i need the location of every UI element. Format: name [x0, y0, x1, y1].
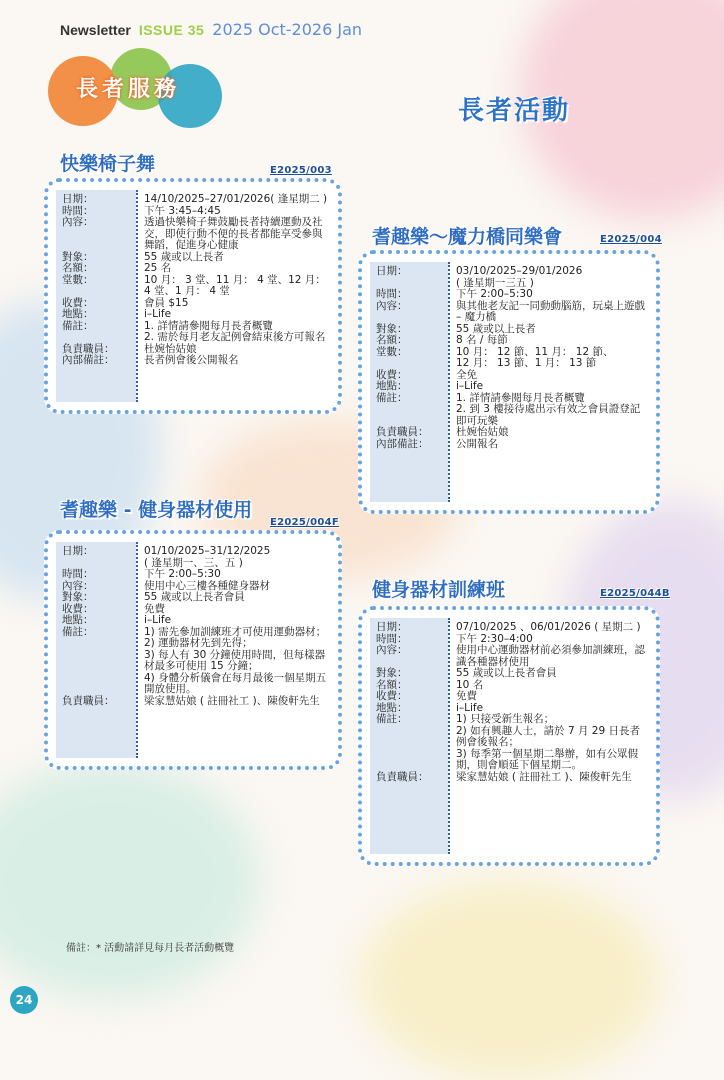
- detail-label: 備註：: [62, 625, 94, 638]
- detail-row: [370, 772, 648, 784]
- detail-label: 時間：: [62, 204, 94, 217]
- detail-row: [370, 622, 648, 634]
- detail-value: 03/10/2025–29/01/2026 ( 逢星期一三五 ): [456, 265, 583, 289]
- detail-value: 下午 3:45–4:45: [144, 204, 221, 217]
- activity-card: [44, 530, 342, 770]
- newsletter-label: Newsletter: [60, 22, 131, 38]
- detail-label: 收費：: [376, 690, 408, 702]
- detail-row: [370, 691, 648, 703]
- detail-row: [56, 696, 330, 708]
- activity-title: 耆趣樂～魔力橋同樂會: [372, 226, 563, 248]
- detail-row: [370, 714, 648, 772]
- detail-label: 對象：: [376, 667, 408, 679]
- newsletter-header: [60, 20, 362, 39]
- detail-row: [370, 439, 648, 451]
- detail-label: 名額：: [62, 262, 94, 274]
- detail-rows: [370, 622, 648, 783]
- detail-value: 全免: [456, 368, 477, 381]
- detail-label: 地點：: [376, 701, 408, 714]
- detail-value: 下午 2:00–5:30: [456, 288, 533, 300]
- detail-value: 55 歲或以上長者會員: [456, 667, 557, 679]
- detail-row: [370, 427, 648, 439]
- detail-label: 負責職員：: [376, 426, 429, 438]
- detail-label: 對象：: [62, 250, 94, 263]
- detail-label: 日期：: [376, 621, 408, 633]
- detail-label: 內容：: [376, 299, 408, 312]
- detail-row: [56, 194, 330, 206]
- date-range: 2025 Oct-2026 Jan: [212, 20, 363, 39]
- detail-value: 10 名: [456, 678, 484, 691]
- detail-row: [370, 645, 648, 668]
- detail-value: 下午 2:00–5:30: [144, 568, 221, 580]
- detail-value: 透過快樂椅子舞鼓勵長者持續運動及社交，即使行動不便的長者都能享受參與舞蹈，促進身心健康: [144, 216, 323, 251]
- detail-label: 地點：: [62, 614, 94, 626]
- detail-row: [56, 615, 330, 627]
- detail-row: [56, 275, 330, 298]
- activity-card: [44, 178, 342, 414]
- detail-row: [56, 321, 330, 344]
- detail-row: [370, 370, 648, 382]
- detail-label: 堂數：: [62, 273, 94, 286]
- detail-row: [56, 604, 330, 616]
- detail-value: i–Life: [456, 380, 484, 392]
- detail-value: 55 歲或以上長者: [144, 250, 224, 263]
- detail-value: 55 歲或以上長者會員: [144, 591, 245, 603]
- activity-title: 健身器材訓練班: [372, 579, 506, 601]
- detail-value: 14/10/2025–27/01/2026( 逢星期二 ): [144, 193, 328, 205]
- footnote: 備註：* 活動請詳見每月長者活動概覽: [66, 943, 235, 954]
- detail-value: 與其他老友記一同動動腦筋，玩桌上遊戲 – 魔力橋: [456, 299, 645, 323]
- activity-card: [358, 606, 660, 866]
- detail-row: [370, 324, 648, 336]
- detail-row: [370, 393, 648, 428]
- detail-value: 10 月： 3 堂、11 月： 4 堂、12 月： 4 堂、1 月： 4 堂: [144, 273, 326, 297]
- detail-row: [56, 546, 330, 569]
- detail-label: 內容：: [62, 216, 94, 228]
- detail-label: 時間：: [62, 568, 94, 580]
- section-badge: [48, 48, 218, 132]
- detail-value: 杜婉怡姑娘: [144, 342, 197, 355]
- detail-label: 收費：: [62, 296, 94, 309]
- detail-label: 名額：: [376, 334, 408, 346]
- detail-row: [56, 263, 330, 275]
- bg-watercolor-yellow: [360, 880, 660, 1080]
- bg-watercolor-mint: [0, 760, 260, 1000]
- activity-code: E2025/004F: [270, 517, 340, 528]
- detail-value: i–Life: [144, 308, 172, 320]
- detail-value: 梁家慧姑娘 ( 註冊社工 )、陳俊軒先生: [144, 694, 320, 707]
- detail-value: 免費: [456, 690, 477, 702]
- detail-label: 收費：: [376, 368, 408, 381]
- page-heading: 長者活動: [458, 96, 571, 126]
- detail-value: 使用中心三樓各種健身器材: [144, 579, 270, 592]
- detail-label: 備註：: [376, 713, 408, 725]
- detail-label: 對象：: [376, 322, 408, 335]
- detail-rows: [56, 546, 330, 707]
- detail-label: 內容：: [62, 579, 94, 592]
- detail-label: 對象：: [62, 591, 94, 603]
- detail-label: 地點：: [62, 308, 94, 320]
- detail-row: [370, 347, 648, 370]
- section-badge-label: 長者服務: [75, 77, 180, 102]
- detail-row: [56, 252, 330, 264]
- detail-value: 25 名: [144, 262, 172, 274]
- detail-value: 公開報名: [456, 437, 498, 450]
- detail-label: 內部備註：: [376, 437, 429, 450]
- detail-row: [370, 680, 648, 692]
- activity-code: E2025/004: [600, 234, 662, 245]
- detail-row: [56, 298, 330, 310]
- activity-title: 耆趣樂 - 健身器材使用: [60, 499, 253, 521]
- activity-title: 快樂椅子舞: [60, 153, 156, 175]
- detail-row: [370, 668, 648, 680]
- activity-code: E2025/044B: [600, 588, 670, 599]
- detail-row: [56, 592, 330, 604]
- detail-row: [370, 381, 648, 393]
- detail-label: 負責職員：: [62, 694, 115, 707]
- detail-row: [370, 266, 648, 289]
- detail-value: 1. 詳情請參閱每月長者概覽 2. 到 3 樓接待處出示有效之會員證登記即可玩樂: [456, 391, 641, 427]
- detail-label: 負責職員：: [376, 770, 429, 783]
- detail-value: i–Life: [144, 614, 172, 626]
- activity-code: E2025/003: [270, 165, 332, 176]
- detail-row: [56, 627, 330, 696]
- detail-label: 收費：: [62, 602, 94, 615]
- detail-label: 日期：: [62, 193, 94, 205]
- detail-value: 01/10/2025–31/12/2025 ( 逢星期一、三、五 ): [144, 545, 271, 569]
- detail-value: 會員 $15: [144, 296, 189, 309]
- detail-value: i–Life: [456, 701, 484, 714]
- detail-value: 長者例會後公開報名: [144, 354, 239, 366]
- detail-rows: [370, 266, 648, 450]
- detail-row: [370, 301, 648, 324]
- detail-label: 負責職員：: [62, 342, 115, 355]
- detail-value: 07/10/2025 、06/01/2026 ( 星期二 ): [456, 621, 641, 633]
- detail-value: 杜婉怡姑娘: [456, 426, 509, 438]
- detail-label: 備註：: [376, 391, 408, 404]
- detail-value: 1) 只接受新生報名； 2) 如有興趣人士，請於 7 月 29 日長者例會後報名； 3) 每季第一個星期二舉辦，如有公眾假期，則會順延下個星期二。: [456, 713, 641, 771]
- detail-label: 內部備註：: [62, 354, 115, 366]
- detail-value: 55 歲或以上長者: [456, 322, 536, 335]
- detail-label: 備註：: [62, 319, 94, 332]
- detail-row: [370, 289, 648, 301]
- detail-row: [56, 217, 330, 252]
- detail-value: 免費: [144, 602, 165, 615]
- detail-row: [56, 569, 330, 581]
- issue-label: ISSUE 35: [138, 22, 205, 38]
- detail-label: 名額：: [376, 678, 408, 691]
- activity-card: [358, 250, 660, 514]
- detail-label: 時間：: [376, 632, 408, 645]
- detail-label: 內容：: [376, 644, 408, 656]
- detail-row: [56, 309, 330, 321]
- detail-label: 日期：: [376, 265, 408, 277]
- page-number: 24: [10, 986, 38, 1014]
- detail-row: [370, 335, 648, 347]
- detail-value: 梁家慧姑娘 ( 註冊社工 )、陳俊軒先生: [456, 770, 632, 783]
- detail-value: 8 名 / 每節: [456, 334, 508, 346]
- detail-rows: [56, 194, 330, 367]
- detail-value: 下午 2:30–4:00: [456, 632, 533, 645]
- detail-row: [56, 355, 330, 367]
- detail-value: 10 月： 12 節、11 月： 12 節、 12 月： 13 節、1 月： 13 節: [456, 345, 614, 369]
- detail-label: 日期：: [62, 545, 94, 557]
- detail-label: 地點：: [376, 380, 408, 392]
- detail-label: 堂數：: [376, 345, 408, 358]
- detail-value: 使用中心運動器材前必須參加訓練班，認識各種器材使用: [456, 644, 645, 668]
- detail-value: 1) 需先參加訓練班才可使用運動器材； 2) 運動器材先到先得； 3) 每人有 30 分鐘使用時間，但每樣器材最多可使用 15 分鐘； 4) 身體分析儀會在每月最後一個星期五開放使用。: [144, 625, 327, 695]
- detail-label: 時間：: [376, 288, 408, 300]
- detail-value: 1. 詳情請參閱每月長者概覽 2. 需於每月老友記例會結束後方可報名: [144, 319, 326, 343]
